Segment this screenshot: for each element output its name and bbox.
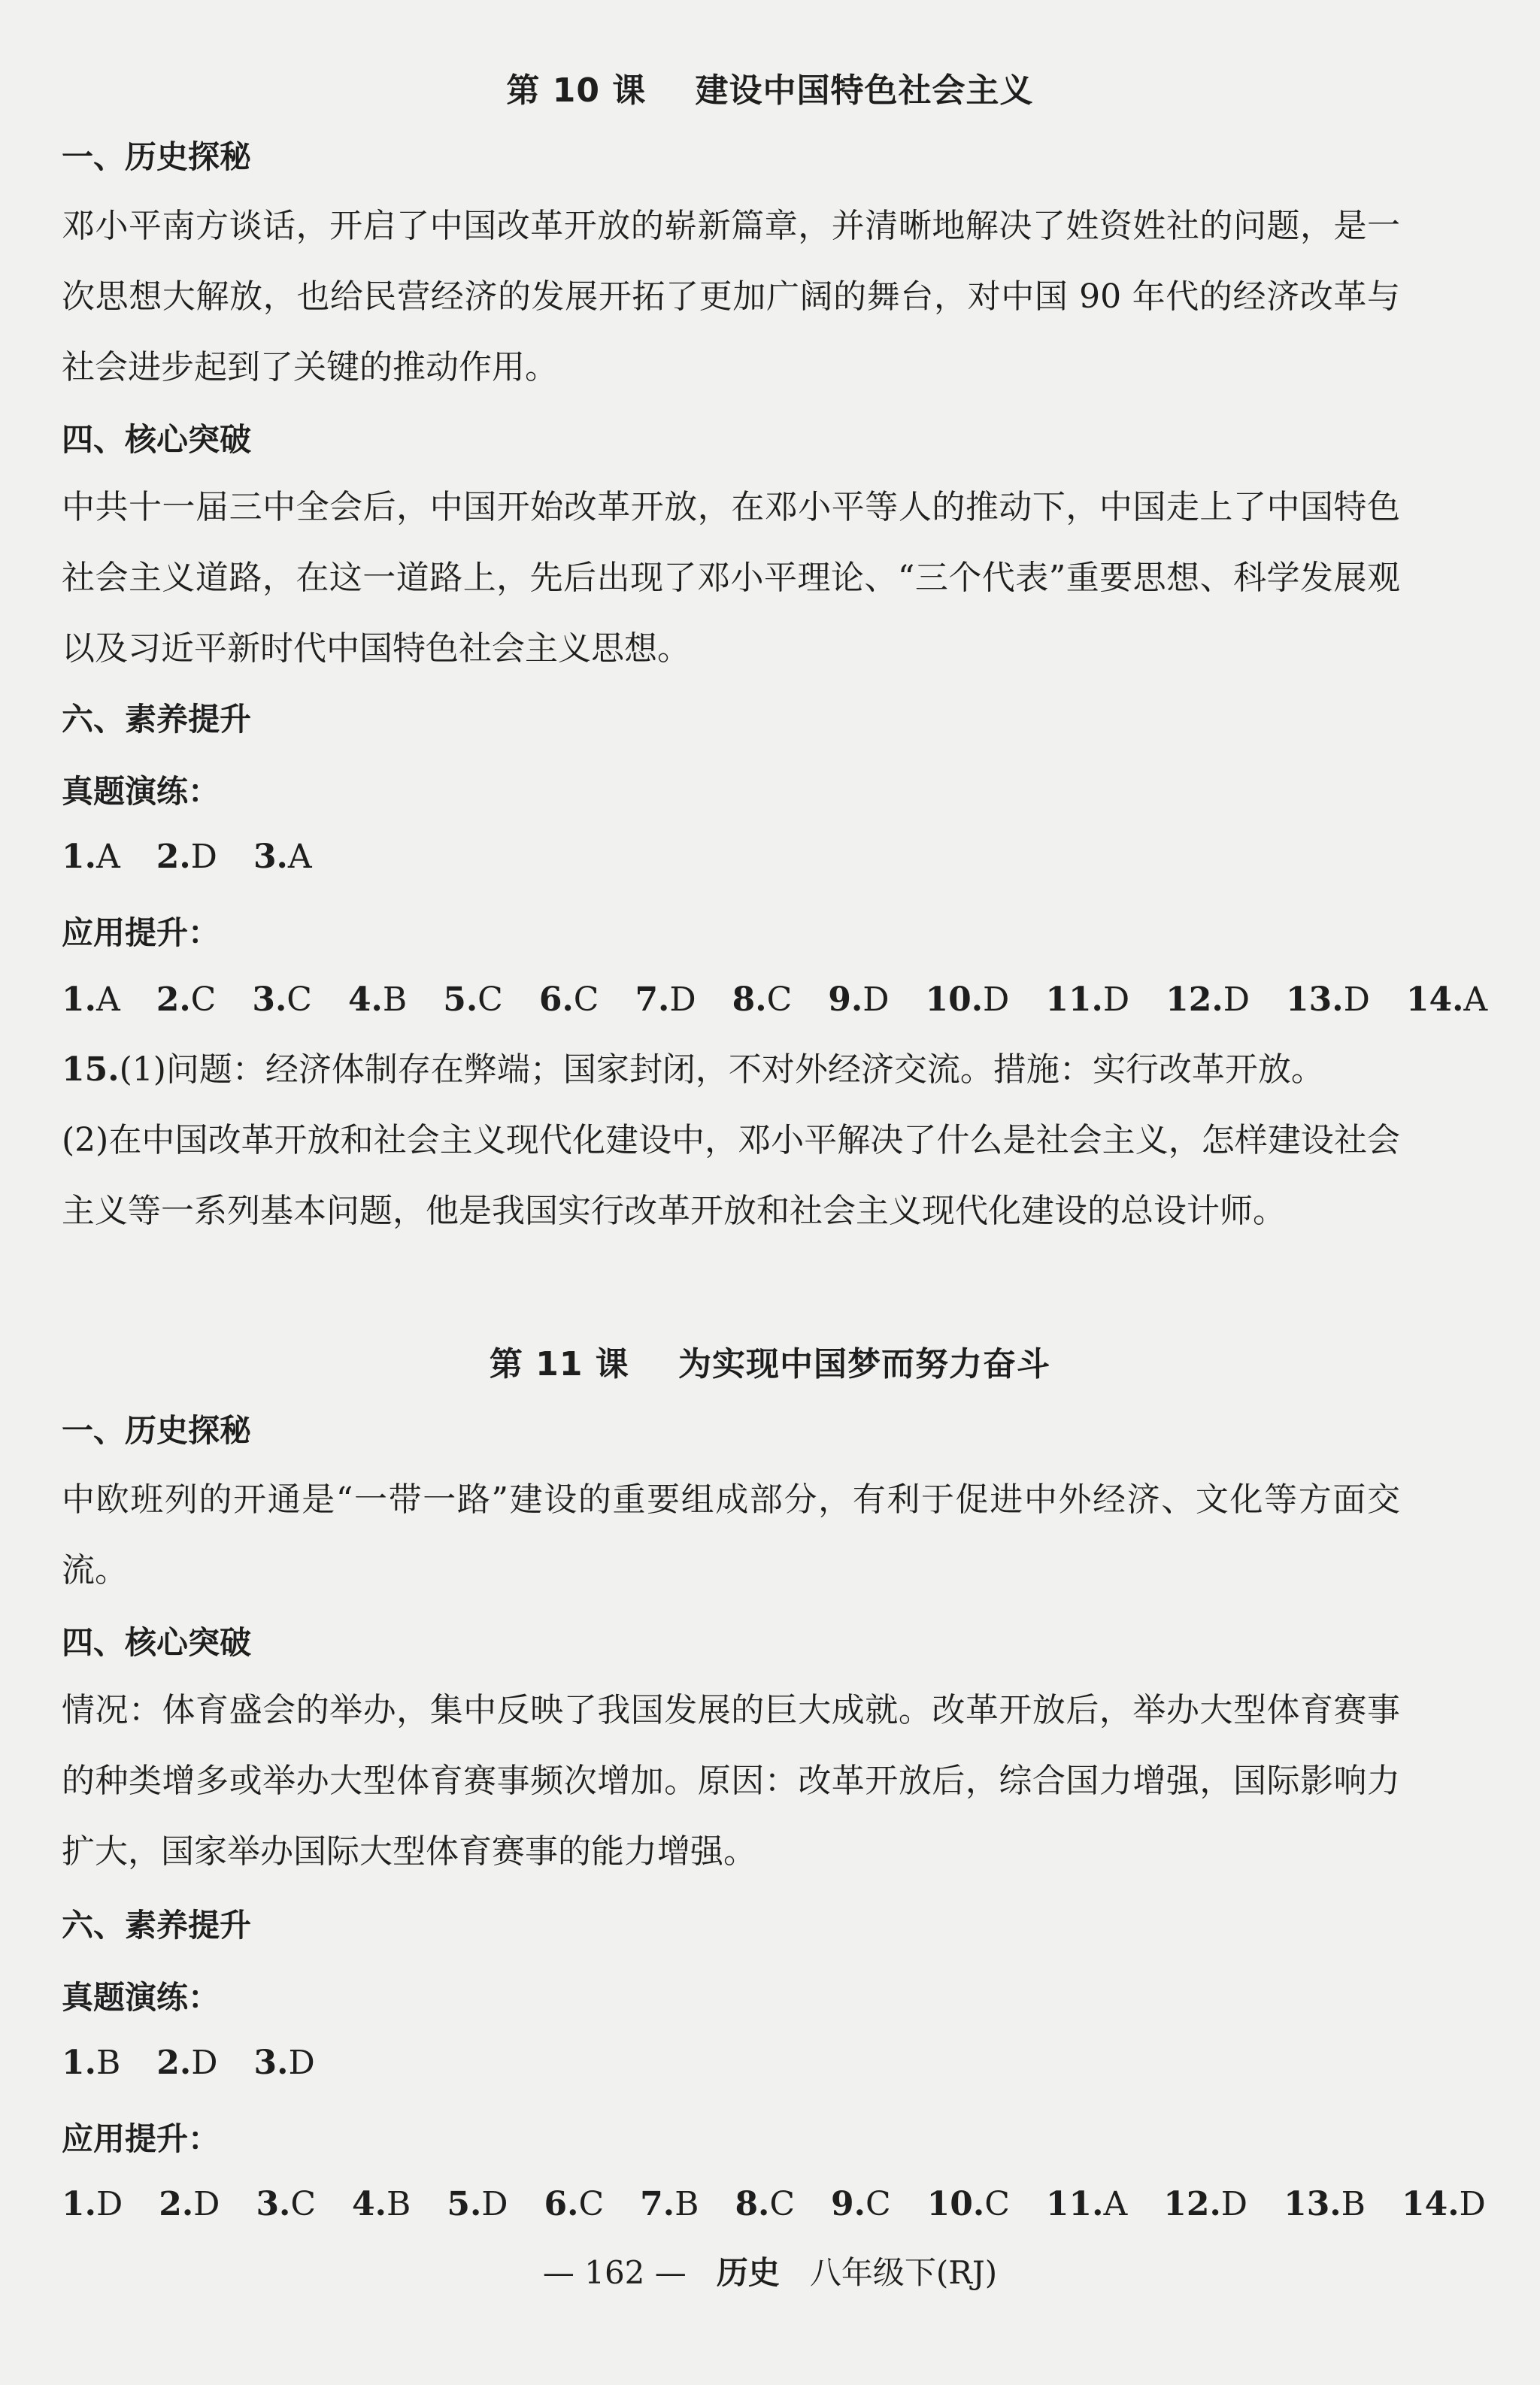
answer-item: 4.B: [352, 2185, 411, 2223]
lesson-11-section-1-heading: 一、历史探秘: [62, 1412, 252, 1449]
footer-subject: 历史: [716, 2254, 780, 2291]
lesson-11-section-4-text: 情况：体育盛会的举办，集中反映了我国发展的巨大成就。改革开放后，举办大型体育赛事的种类增多或举办大型体育赛事频次增加。原因：改革开放后，综合国力增强，国际影响力扩大，国家举办国际大型体育赛事的能力增强。: [62, 1691, 1400, 1871]
answer-item: 10.C: [926, 2185, 1010, 2223]
answer-item: 8.C: [735, 2185, 796, 2223]
page-number: — 162 —: [542, 2254, 687, 2291]
answer-item: 13.D: [1286, 980, 1370, 1019]
answer-item: 11.D: [1045, 980, 1130, 1019]
lesson-10-question-15-part-2: (2)在中国改革开放和社会主义现代化建设中，邓小平解决了什么是社会主义，怎样建设社会主义等一系列基本问题，他是我国实行改革开放和社会主义现代化建设的总设计师。: [62, 1121, 1400, 1230]
lesson-11-zhenti-heading: 真题演练：: [62, 1979, 220, 2016]
question-15-part-1-text: (1)问题：经济体制存在弊端；国家封闭，不对外经济交流。措施：实行改革开放。: [119, 1050, 1324, 1089]
question-number: 15.: [62, 1050, 120, 1089]
footer-grade: 八年级下(RJ): [809, 2254, 998, 2291]
lesson-10-section-4-heading: 四、核心突破: [62, 421, 252, 458]
lesson-11-yingyong-heading: 应用提升：: [62, 2120, 220, 2157]
answer-item: 6.C: [544, 2185, 605, 2223]
lesson-11-zhenti-answers: [62, 2044, 315, 2082]
lesson-10-section-1-text: 邓小平南方谈话，开启了中国改革开放的崭新篇章，并清晰地解决了姓资姓社的问题，是一次思想大解放，也给民营经济的发展开拓了更加广阔的舞台，对中国 90 年代的经济改革与社会进步起到了关键的推动作用。: [62, 207, 1400, 386]
lesson-11-section-1-text: 中欧班列的开通是“一带一路”建设的重要组成部分，有利于促进中外经济、文化等方面交流。: [62, 1480, 1400, 1589]
answer-item: 1.B: [62, 2044, 121, 2082]
answer-item: 1.A: [62, 980, 120, 1019]
answer-item: 1.A: [62, 838, 120, 876]
answer-item: 4.B: [347, 980, 408, 1019]
answer-item: 9.C: [831, 2185, 891, 2223]
answer-item: 6.C: [538, 980, 599, 1019]
answer-item: 7.D: [635, 980, 696, 1019]
answer-item: 14.A: [1405, 980, 1488, 1019]
answer-item: 5.C: [443, 980, 503, 1019]
answer-item: 13.B: [1284, 2185, 1366, 2223]
lesson-11-yingyong-answers: [62, 2185, 1486, 2223]
page-footer: [0, 2248, 1540, 2293]
lesson-10-title: 第 10 课 建设中国特色社会主义: [506, 71, 1034, 110]
lesson-10-section-4-text: 中共十一届三中全会后，中国开始改革开放，在邓小平等人的推动下，中国走上了中国特色社会主义道路，在这一道路上，先后出现了邓小平理论、“三个代表”重要思想、科学发展观以及习近平新时代中国特色社会主义思想。: [62, 488, 1400, 668]
answer-item: 2.C: [156, 980, 217, 1019]
lesson-10-section-1-heading: 一、历史探秘: [62, 138, 252, 175]
lesson-10-yingyong-heading: 应用提升：: [62, 914, 220, 951]
answer-item: 3.C: [252, 980, 312, 1019]
lesson-10-section-6-heading: 六、素养提升: [62, 701, 252, 738]
answer-item: 11.A: [1045, 2185, 1128, 2223]
answer-item: 1.D: [62, 2185, 123, 2223]
answer-item: 3.C: [256, 2185, 317, 2223]
lesson-10-zhenti-answers: [62, 838, 312, 876]
answer-item: 9.D: [828, 980, 890, 1019]
answer-item: 3.A: [253, 838, 312, 876]
lesson-10-question-15-part-1: [62, 1035, 1400, 1105]
lesson-11-section-4-heading: 四、核心突破: [62, 1624, 252, 1661]
lesson-10-zhenti-heading: 真题演练：: [62, 773, 220, 810]
answer-item: 7.B: [640, 2185, 699, 2223]
answer-item: 5.D: [447, 2185, 508, 2223]
answer-item: 10.D: [925, 980, 1010, 1019]
answer-item: 2.D: [159, 2185, 220, 2223]
lesson-11-section-6-heading: 六、素养提升: [62, 1907, 252, 1944]
answer-item: 8.C: [732, 980, 793, 1019]
answer-item: 2.D: [156, 2044, 218, 2082]
answer-item: 12.D: [1163, 2185, 1248, 2223]
answer-item: 2.D: [156, 838, 217, 876]
answer-item: 3.D: [253, 2044, 315, 2082]
answer-item: 14.D: [1401, 2185, 1486, 2223]
answer-item: 12.D: [1166, 980, 1250, 1019]
lesson-11-title: 第 11 课 为实现中国梦而努力奋斗: [489, 1345, 1051, 1383]
lesson-10-yingyong-answers: [62, 980, 1487, 1019]
